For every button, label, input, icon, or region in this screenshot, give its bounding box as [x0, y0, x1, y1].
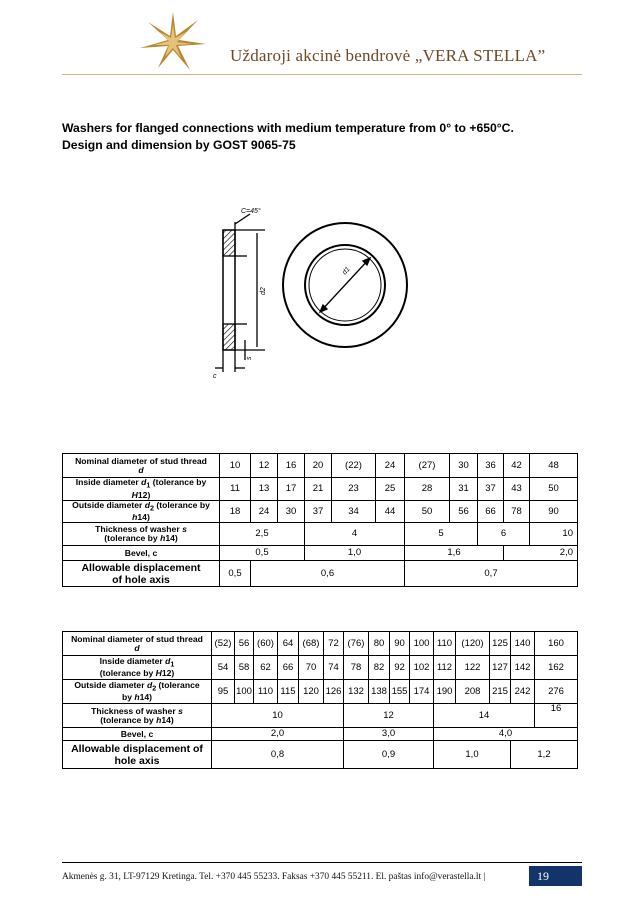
table-cell: 36	[478, 454, 504, 478]
table-row	[63, 632, 578, 656]
table-cell: 17	[278, 478, 305, 501]
washer-side-view	[215, 214, 265, 372]
dimension-table-1	[62, 453, 578, 587]
page-number	[529, 866, 582, 886]
table-cell: 6	[478, 523, 530, 546]
company-name: Uždaroji akcinė bendrovė „VERA STELLA”	[230, 46, 546, 65]
table-cell: 127	[490, 656, 511, 680]
table-cell: 12	[344, 704, 434, 728]
d1-label: d1	[341, 265, 352, 277]
footer-divider	[62, 862, 582, 863]
table-cell: 132	[344, 680, 369, 704]
row-label-displacement: Allowable displacement of hole axis	[63, 561, 220, 587]
table-cell: 0,8	[212, 741, 344, 769]
table-cell: 25	[376, 478, 405, 501]
table-cell: 0,6	[251, 561, 405, 587]
table-cell: 54	[212, 656, 235, 680]
table-cell: 31	[450, 478, 478, 501]
table-cell: 62	[254, 656, 278, 680]
table-cell: 126	[324, 680, 344, 704]
page-number-label: 19	[537, 869, 549, 883]
table-cell: (68)	[299, 632, 324, 656]
table-cell: (60)	[254, 632, 278, 656]
table-cell: (52)	[212, 632, 235, 656]
table-cell: 138	[369, 680, 390, 704]
table-cell: 37	[305, 500, 332, 523]
table-cell: 242	[511, 680, 535, 704]
d2-label: d2	[260, 287, 267, 295]
table-cell: 30	[278, 500, 305, 523]
table-cell: 90	[530, 500, 578, 523]
table-cell: 20	[305, 454, 332, 478]
row-label-outside: Outside diameter $d_2$ (tolerance by h14)	[63, 500, 220, 523]
table-cell: 50	[405, 500, 450, 523]
table-cell: 37	[478, 478, 504, 501]
table-cell: 78	[504, 500, 530, 523]
row-label-displacement: Allowable displacement of hole axis	[63, 741, 212, 769]
table-cell: 58	[235, 656, 254, 680]
row-label-nominal: Nominal diameter of stud thread d	[63, 632, 212, 656]
footer-address: Akmenės g. 31, LT-97129 Kretinga. Tel. +370 445 55233. Faksas +370 445 55211. El. paštas info@verastella.lt |	[62, 872, 486, 882]
table-cell: (76)	[344, 632, 369, 656]
table-cell: 0,9	[344, 741, 434, 769]
table-cell: 10	[220, 454, 251, 478]
table-cell: 160	[535, 632, 578, 656]
table-row	[63, 680, 578, 704]
table-cell: 24	[376, 454, 405, 478]
table-cell: 74	[324, 656, 344, 680]
table-cell: 72	[324, 632, 344, 656]
table-cell: 66	[478, 500, 504, 523]
table-cell: 70	[299, 656, 324, 680]
table-cell: 66	[278, 656, 299, 680]
table-cell: 1,2	[511, 741, 578, 769]
table-cell: 2,0	[212, 728, 344, 741]
bevel-label: C=45°	[241, 208, 261, 215]
table-cell: 56	[450, 500, 478, 523]
table-cell: 44	[376, 500, 405, 523]
table-row	[63, 523, 578, 546]
header-divider	[62, 74, 582, 75]
table-cell: (22)	[332, 454, 376, 478]
table-cell: 42	[504, 454, 530, 478]
row-label-outside: Outside diameter $d_2$ (tolerance by h14)	[63, 680, 212, 704]
table-cell: 80	[369, 632, 390, 656]
dimension-table-2	[62, 631, 578, 769]
table-cell: 100	[235, 680, 254, 704]
table-cell: 82	[369, 656, 390, 680]
table-cell: 2,0	[504, 546, 578, 561]
table-cell: 92	[390, 656, 410, 680]
table-cell: 34	[332, 500, 376, 523]
table-cell: 21	[305, 478, 332, 501]
row-label-bevel: Bevel, c	[63, 728, 212, 741]
row-label-thickness: Thickness of washer s (tolerance by h14)	[63, 523, 220, 546]
table-cell: 0,5	[220, 561, 251, 587]
table-cell: 4	[305, 523, 405, 546]
row-label-inside: Inside diameter $d_1$ (tolerance by H12)	[63, 656, 212, 680]
table-cell: 3,0	[344, 728, 434, 741]
table-cell: 1,0	[434, 741, 511, 769]
c-label: c	[213, 373, 217, 380]
table-cell: 5	[405, 523, 478, 546]
table-cell: 78	[344, 656, 369, 680]
table-cell: 162	[535, 656, 578, 680]
table-cell: 10	[212, 704, 344, 728]
table-cell: 10	[530, 523, 578, 546]
washer-front-view	[283, 223, 407, 347]
washer-drawing	[205, 200, 435, 390]
table-cell: 208	[456, 680, 490, 704]
table-cell: 48	[530, 454, 578, 478]
table-row	[63, 741, 578, 769]
table-cell: 24	[251, 500, 278, 523]
table-cell: 13	[251, 478, 278, 501]
table-cell: 50	[530, 478, 578, 501]
table-cell: 190	[434, 680, 456, 704]
table-cell: (27)	[405, 454, 450, 478]
table-cell: 215	[490, 680, 511, 704]
table-cell: 90	[390, 632, 410, 656]
table-row	[63, 454, 578, 478]
row-label-nominal: Nominal diameter of stud thread d	[63, 454, 220, 478]
title-line-2: Design and dimension by GOST 9065-75	[62, 138, 296, 152]
row-label-bevel: Bevel, c	[63, 546, 220, 561]
table-cell: 30	[450, 454, 478, 478]
table-cell: 28	[405, 478, 450, 501]
table-cell: 23	[332, 478, 376, 501]
table-cell: (120)	[456, 632, 490, 656]
table-cell: 64	[278, 632, 299, 656]
table-cell: 43	[504, 478, 530, 501]
table-cell: 16	[278, 454, 305, 478]
table-cell: 56	[235, 632, 254, 656]
table-row	[63, 500, 578, 523]
table-cell: 16	[535, 704, 578, 728]
table-cell: 112	[434, 656, 456, 680]
title-line-1: Washers for flanged connections with medium temperature from 0° to +650°C.	[62, 121, 514, 135]
table-cell: 1,6	[405, 546, 504, 561]
table-cell: 18	[220, 500, 251, 523]
table-row	[63, 561, 578, 587]
table-cell: 155	[390, 680, 410, 704]
table-cell: 120	[299, 680, 324, 704]
table-cell: 4,0	[434, 728, 578, 741]
table-cell: 12	[251, 454, 278, 478]
table-cell: 110	[254, 680, 278, 704]
table-cell: 122	[456, 656, 490, 680]
table-cell: 14	[434, 704, 535, 728]
table-cell: 1,0	[305, 546, 405, 561]
table-cell: 95	[212, 680, 235, 704]
table-cell: 140	[511, 632, 535, 656]
table-cell: 115	[278, 680, 299, 704]
table-cell: 0,5	[220, 546, 305, 561]
table-cell: 142	[511, 656, 535, 680]
table-cell: 11	[220, 478, 251, 501]
s-label: s	[246, 356, 253, 360]
table-row	[63, 546, 578, 561]
row-label-inside: Inside diameter $d_1$ (tolerance by H12)	[63, 478, 220, 501]
table-row	[63, 728, 578, 741]
star-logo-icon	[138, 10, 208, 72]
table-row	[63, 478, 578, 501]
row-label-thickness: Thickness of washer s (tolerance by h14)	[63, 704, 212, 728]
table-row	[63, 656, 578, 680]
table-cell: 0,7	[405, 561, 578, 587]
table-cell: 2,5	[220, 523, 305, 546]
table-cell: 100	[410, 632, 434, 656]
table-cell: 102	[410, 656, 434, 680]
table-cell: 174	[410, 680, 434, 704]
table-row	[63, 704, 578, 728]
table-cell: 110	[434, 632, 456, 656]
table-cell: 276	[535, 680, 578, 704]
table-cell: 125	[490, 632, 511, 656]
